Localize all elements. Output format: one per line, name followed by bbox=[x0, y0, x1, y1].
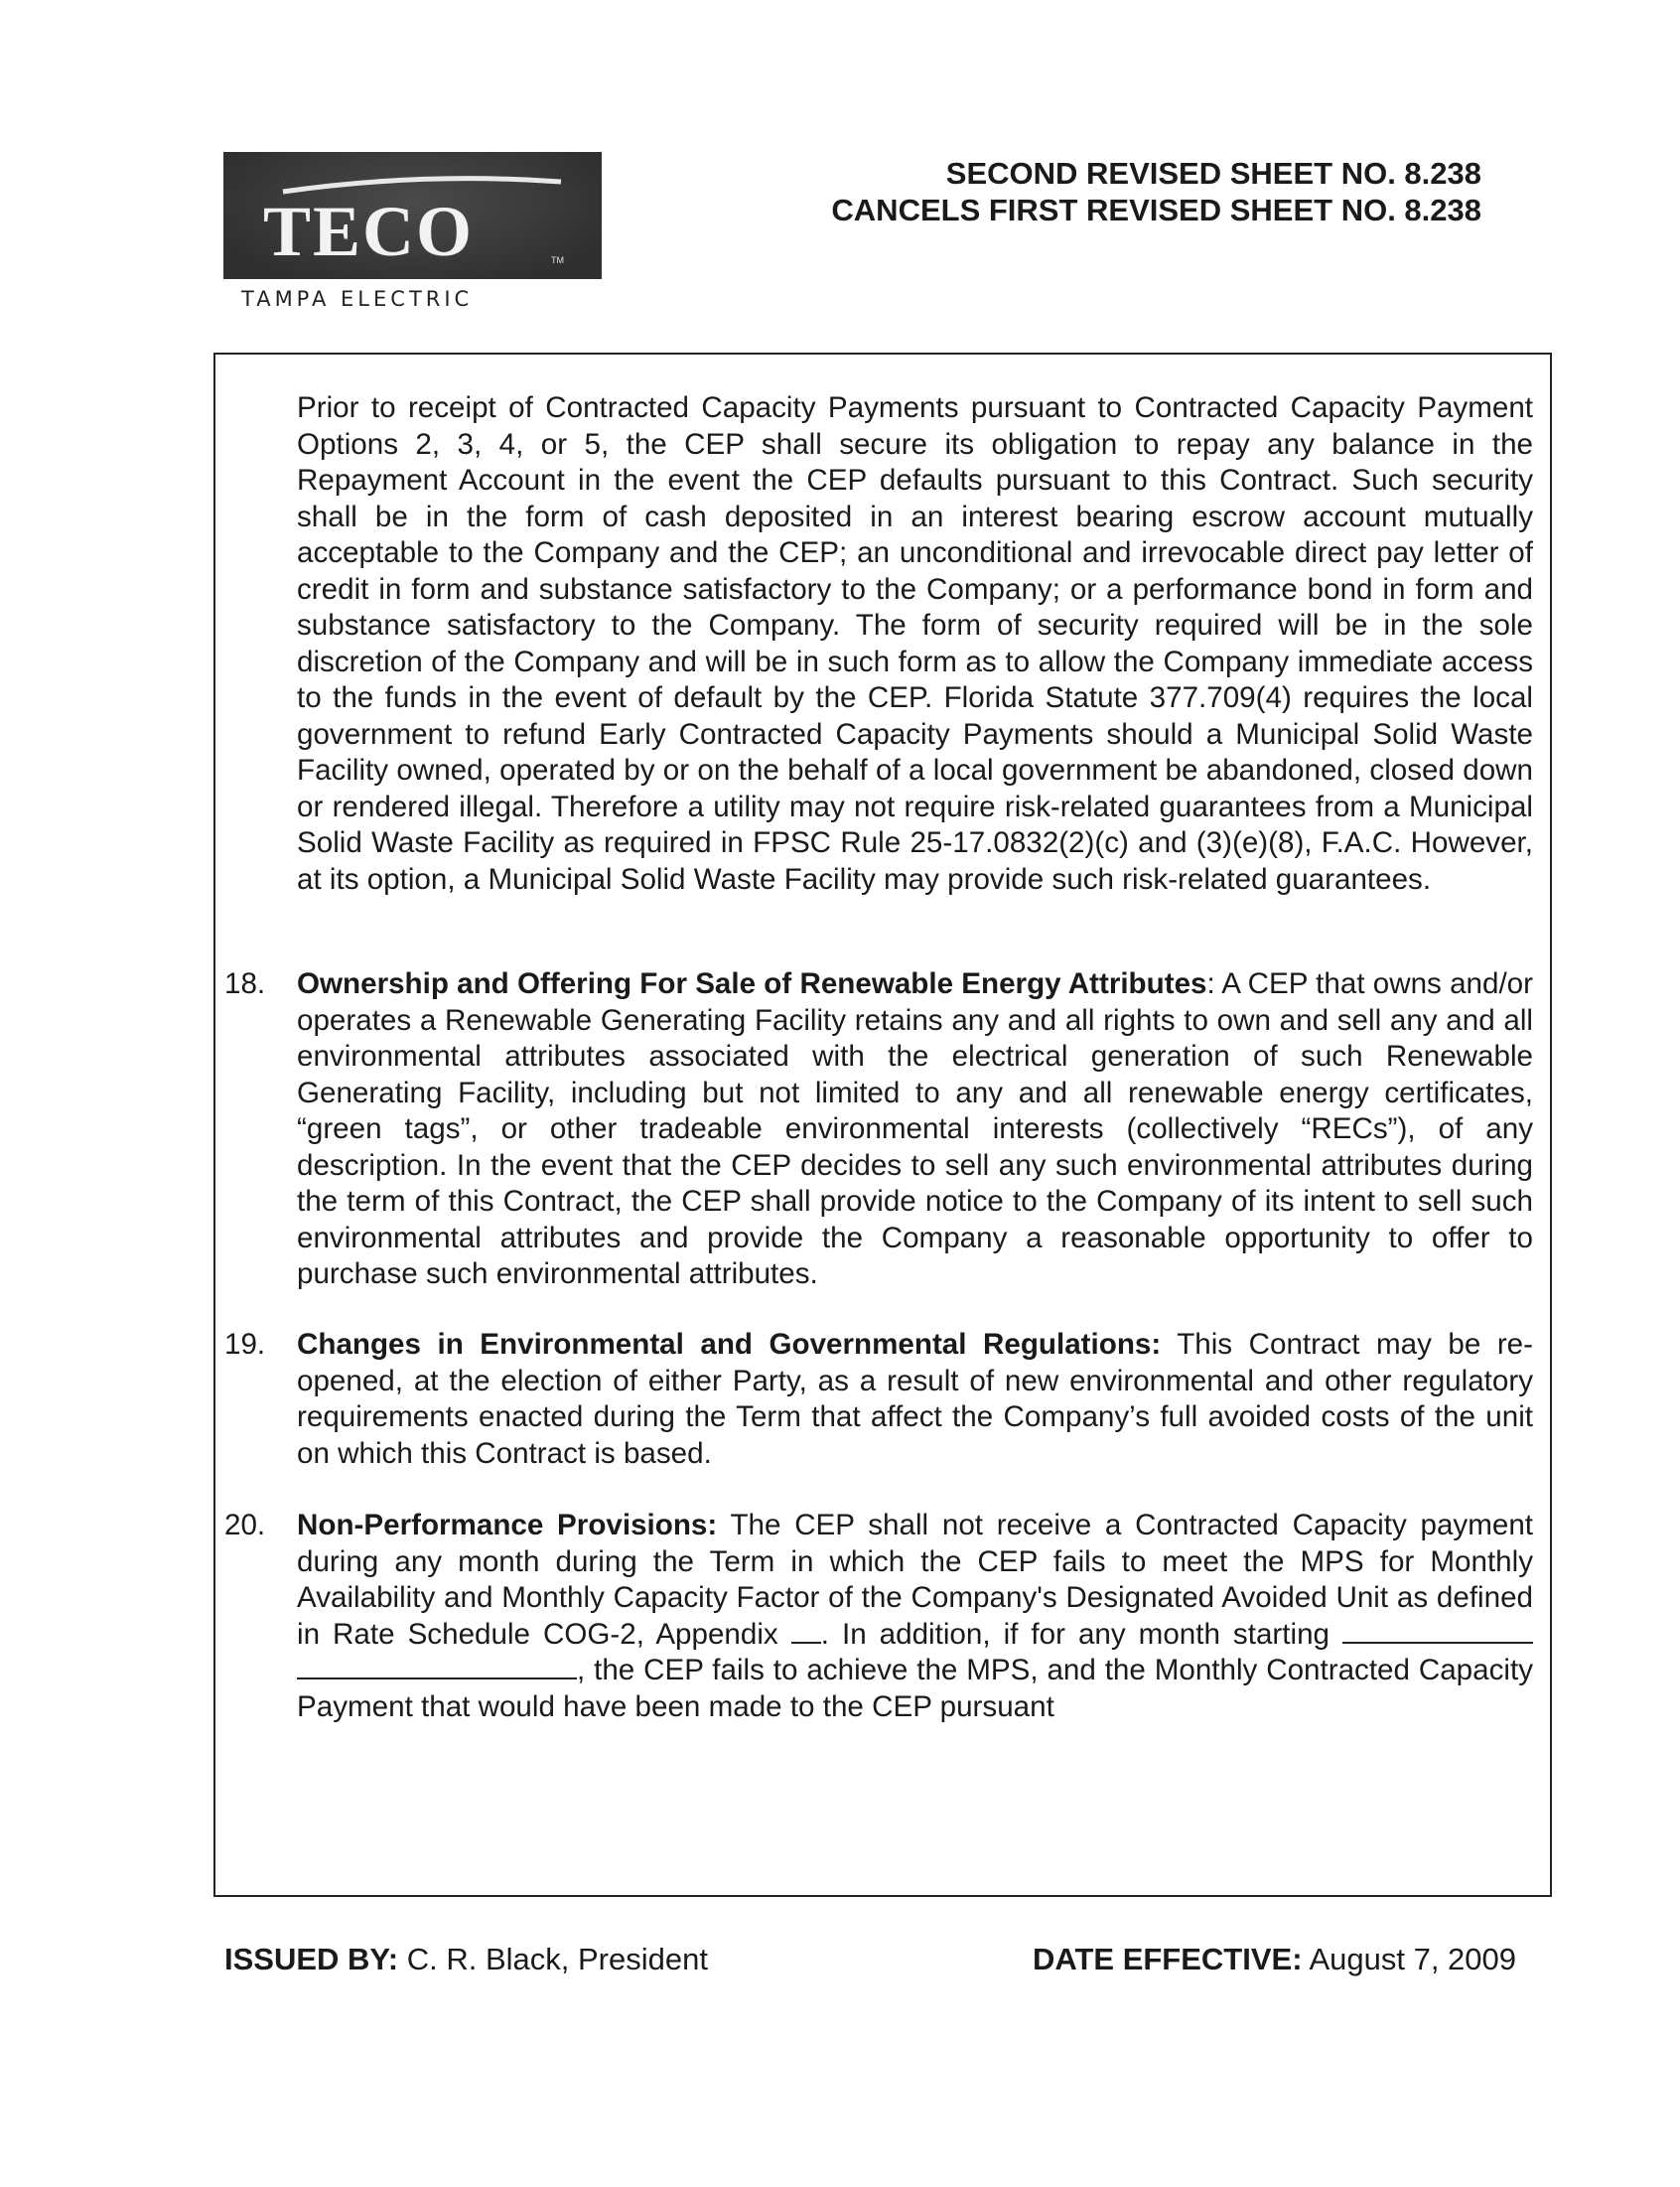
section-20-number: 20. bbox=[224, 1509, 266, 1541]
section-19-number: 19. bbox=[224, 1328, 266, 1361]
appendix-blank bbox=[791, 1620, 821, 1644]
section-19 bbox=[297, 1327, 1533, 1472]
logo-wordmark: TECO bbox=[263, 192, 475, 271]
section-18-number: 18. bbox=[224, 967, 266, 1000]
section-20-heading: Non-Performance Provisions: bbox=[297, 1509, 718, 1541]
section-20-text-b: . In addition, if for any month starting bbox=[820, 1617, 1342, 1651]
security-paragraph: Prior to receipt of Contracted Capacity Payments pursuant to Contracted Capacity Payment Options 2, 3, 4, or 5, the CEP shall secure its obligation to repay any balance in the Repayment Account in the event the CEP defaults pursuant to this Contract. Such security shall be in the form of cash deposited in an interest bearing escrow account mutually acceptable to the Company and the CEP; an unconditional and irrevocable direct pay letter of credit in form and substance satisfactory to the Company; or a performance bond in form and substance satisfactory to the Company. The form of security required will be in the sole discretion of the Company and will be in such form as to allow the Company immediate access to the funds in the event of default by the CEP. Florida Statute 377.709(4) requires the local government to refund Early Contracted Capacity Payments should a Municipal Solid Waste Facility owned, operated by or on the behalf of a local government be abandoned, closed down or rendered illegal. Therefore a utility may not require risk-related guarantees from a Municipal Solid Waste Facility as required in FPSC Rule 25-17.0832(2)(c) and (3)(e)(8), F.A.C. However, at its option, a Municipal Solid Waste Facility may provide such risk-related guarantees. bbox=[297, 391, 1533, 896]
cancels-sheet-number: CANCELS FIRST REVISED SHEET NO. 8.238 bbox=[831, 193, 1481, 227]
section-19-heading: Changes in Environmental and Governmental Regulations: bbox=[297, 1328, 1162, 1361]
date-effective bbox=[1033, 1942, 1516, 1977]
start-year-blank bbox=[297, 1656, 577, 1679]
teco-logo bbox=[223, 152, 602, 279]
section-18-text: A CEP that owns and/or operates a Renewable Generating Facility retains any and all rights to own and sell any and all environmental attributes associated with the electrical generation of such Renewable Generating Facility, including but not limited to any and all renewable energy certificates, “green tags”, or other tradeable environmental interests (collectively “RECs”), of any description. In the event that the CEP decides to sell any such environmental attributes during the term of this Contract, the CEP shall provide notice to the Company of its intent to sell such environmental attributes and provide the Company a reasonable opportunity to offer to purchase such environmental attributes. bbox=[297, 967, 1533, 1290]
section-20 bbox=[297, 1508, 1533, 1725]
sheet-header bbox=[831, 155, 1481, 228]
section-20-text-c: , the CEP fails to achieve the MPS, and the Monthly Contracted Capacity Payment that would have been made to the CEP pursuant bbox=[297, 1654, 1533, 1723]
section-18-separator: : bbox=[1206, 967, 1215, 1000]
section-19-text: This Contract may be re-opened, at the election of either Party, as a result of new environmental and other regulatory requirements enacted during the Term that affect the Company’s full avoided costs of the unit on which this Contract is based. bbox=[297, 1328, 1533, 1470]
svg-text:TM: TM bbox=[551, 255, 564, 265]
start-month-blank bbox=[1342, 1620, 1533, 1644]
date-effective-label: DATE EFFECTIVE: bbox=[1033, 1942, 1303, 1976]
section-18 bbox=[297, 966, 1533, 1293]
issued-by-label: ISSUED BY: bbox=[224, 1942, 399, 1976]
section-18-heading: Ownership and Offering For Sale of Renewable Energy Attributes bbox=[297, 967, 1207, 1000]
section-20-text-a: The CEP shall not receive a Contracted Capacity payment during any month during the Term in which the CEP fails to meet the MPS for Monthly Availability and Monthly Capacity Factor of the Company's Designated Avoided Unit as defined in Rate Schedule COG-2, Appendix bbox=[297, 1509, 1533, 1651]
issued-by-value: C. R. Black, President bbox=[398, 1942, 708, 1976]
sheet-number: SECOND REVISED SHEET NO. 8.238 bbox=[945, 156, 1481, 191]
issued-by bbox=[224, 1942, 708, 1977]
date-effective-value: August 7, 2009 bbox=[1302, 1942, 1517, 1976]
logo-caption: TAMPA ELECTRIC bbox=[241, 287, 474, 311]
